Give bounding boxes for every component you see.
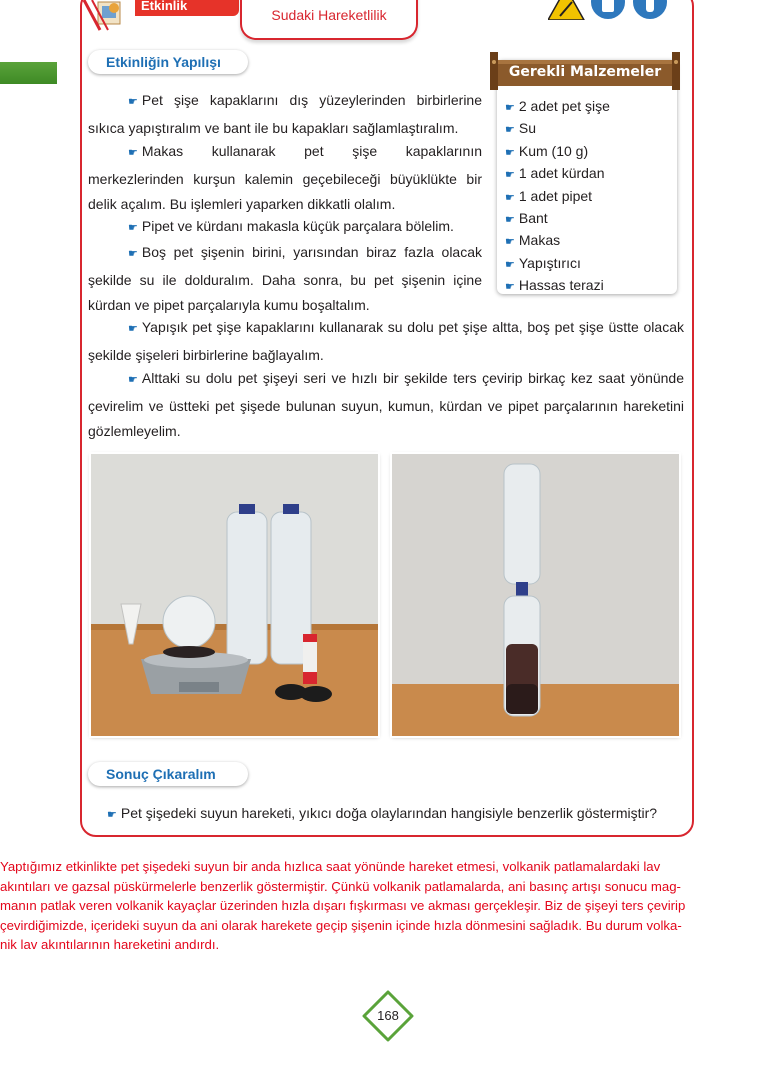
hand-pointer-icon: ☛	[505, 124, 515, 137]
hand-pointer-icon: ☛	[128, 96, 138, 108]
safety-icon	[591, 0, 625, 19]
list-item: ☛ Su	[505, 117, 610, 139]
list-item: ☛ Makas	[505, 229, 610, 251]
hand-pointer-icon: ☛	[128, 323, 138, 335]
procedure-step: ☛ Alttaki su dolu pet şişeyi seri ve hızlı bir şekilde ters çevirip birkaç kez saat yönünde çevirelim ve üstteki pet şişede bulunan suyun, kumun, kürdan ve pipet parçalarının hareketini gözlemleyelim.	[88, 370, 684, 439]
safety-icons	[548, 0, 678, 20]
person-icon	[633, 0, 667, 19]
answer-line: manın patlak veren volkanik kayaçlar üzerinden hızla dışarı fışkırması ve akması gerçekleşir. Biz de şişeyi ters çevirip	[0, 898, 686, 913]
list-item: ☛ Hassas terazi	[505, 274, 610, 296]
answer-text	[0, 857, 775, 955]
hand-pointer-icon: ☛	[505, 191, 515, 204]
answer-line: çevirdiğimizde, içerideki suyun da ani olarak harekete geçip şişenin içinde hızla dönmesini sağladık. Bu durum volka-	[0, 917, 682, 933]
hand-pointer-icon: ☛	[128, 222, 138, 234]
procedure-step: ☛ Boş pet şişenin birini, yarısından biraz fazla olacak şekilde su ile dolduralım. Daha sonra, bu pet şişenin içine kürdan ve pipet parçalarıyla kumu boşaltalım.	[88, 244, 482, 313]
side-color-tab	[0, 62, 57, 84]
list-item: ☛ Yapıştırıcı	[505, 252, 610, 274]
conclusion-heading: Sonuç Çıkaralım	[88, 762, 248, 786]
answer-line: akıntıları ve gazsal püskürmelerle benzerlik göstermiştir. Çünkü volkanik patlamalarda, ani basınç artışı sonucu mag-	[0, 878, 681, 894]
hand-pointer-icon: ☛	[128, 248, 138, 260]
conclusion-question: ☛ Pet şişedeki suyun hareketi, yıkıcı doğa olaylarından hangisiyle benzerlik göstermiştir?	[107, 803, 657, 825]
materials-title: Gerekli Malzemeler	[508, 64, 662, 80]
hand-pointer-icon: ☛	[505, 213, 515, 226]
list-item: ☛ 2 adet pet şişe	[505, 95, 610, 117]
page-title: Sudaki Hareketlilik	[240, 0, 418, 40]
bottles-photo	[392, 454, 679, 736]
activity-logo-icon	[78, 0, 138, 36]
hand-pointer-icon: ☛	[505, 281, 515, 294]
procedure-step: ☛ Pet şişe kapaklarını dış yüzeylerinden birbirlerine sıkıca yapıştıralım ve bant ile bu kapakları sağlamlaştıralım.	[88, 92, 482, 136]
hand-pointer-icon: ☛	[128, 147, 138, 159]
hand-pointer-icon: ☛	[505, 236, 515, 249]
answer-line: nik lav akıntılarının hareketini andırdı.	[0, 937, 220, 952]
warning-icon	[548, 0, 584, 20]
procedure-heading: Etkinliğin Yapılışı	[88, 50, 248, 74]
list-item: ☛ Kum (10 g)	[505, 140, 610, 162]
hand-pointer-icon: ☛	[505, 102, 515, 114]
list-item: ☛ Bant	[505, 207, 610, 229]
procedure-step: ☛ Yapışık pet şişe kapaklarını kullanarak su dolu pet şişe altta, boş pet şişe üstte olacak şekilde şişeleri birbirlerine bağlayalım.	[88, 319, 684, 363]
hand-pointer-icon: ☛	[505, 258, 515, 271]
list-item: ☛ 1 adet kürdan	[505, 162, 610, 184]
page-number: 168	[377, 1008, 399, 1023]
hand-pointer-icon: ☛	[107, 809, 117, 821]
activity-tag: Etkinlik	[135, 0, 239, 16]
procedure-step: ☛ Pipet ve kürdanı makasla küçük parçalara bölelim.	[88, 214, 482, 242]
hand-pointer-icon: ☛	[505, 169, 515, 182]
procedure-step: ☛ Makas kullanarak pet şişe kapaklarının merkezlerinden kurşun kalemin geçebileceği büyüklükte bir delik açalım. Bu işlemleri yaparken dikkatli olalım.	[88, 143, 482, 212]
list-item: ☛ 1 adet pipet	[505, 185, 610, 207]
hand-pointer-icon: ☛	[505, 146, 515, 159]
materials-list	[505, 95, 610, 297]
materials-photo	[91, 454, 378, 736]
answer-line: Yaptığımız etkinlikte pet şişedeki suyun bir anda hızlıca saat yönünde hareket etmesi, volkanik patlamalardaki lav	[0, 859, 661, 874]
hand-pointer-icon: ☛	[128, 374, 138, 386]
